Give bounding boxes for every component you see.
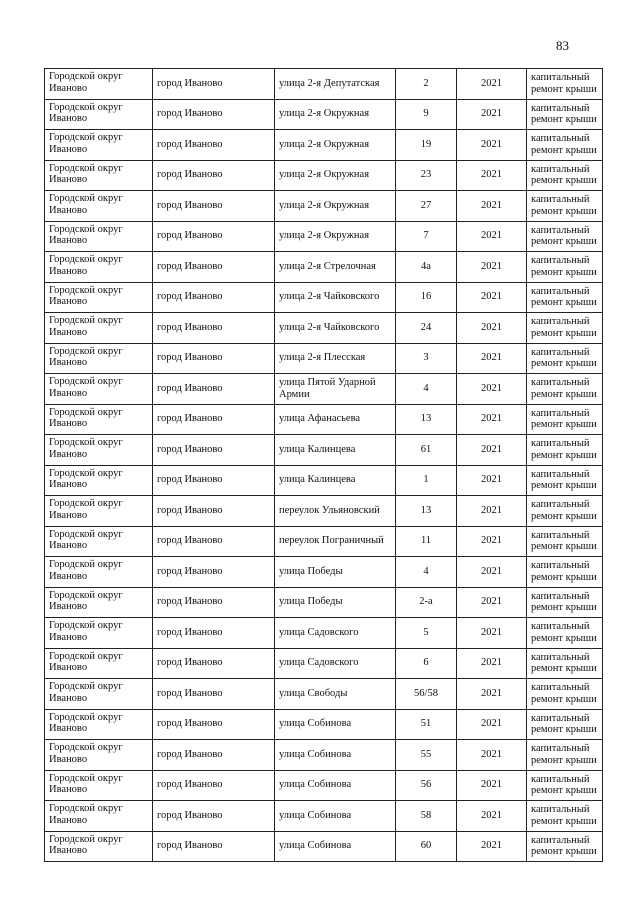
street-cell: улица 2-я Окружная — [275, 130, 396, 161]
year-cell: 2021 — [457, 435, 527, 466]
street-cell: улица Собинова — [275, 801, 396, 832]
year-cell: 2021 — [457, 587, 527, 618]
house-number-cell: 11 — [396, 526, 457, 557]
work-type-cell: капитальный ремонт крыши — [527, 526, 603, 557]
work-type-cell: капитальный ремонт крыши — [527, 160, 603, 191]
city-cell: город Иваново — [153, 587, 275, 618]
house-number-cell: 58 — [396, 801, 457, 832]
table-row — [45, 740, 603, 771]
district-cell: Городской округ Иваново — [45, 69, 153, 100]
city-cell: город Иваново — [153, 160, 275, 191]
table-row — [45, 282, 603, 313]
street-cell: улица Садовского — [275, 618, 396, 649]
table-row — [45, 526, 603, 557]
work-type-cell: капитальный ремонт крыши — [527, 69, 603, 100]
street-cell: улица Пятой Ударной Армии — [275, 374, 396, 405]
house-number-cell: 3 — [396, 343, 457, 374]
table-row — [45, 69, 603, 100]
year-cell: 2021 — [457, 252, 527, 283]
house-number-cell: 6 — [396, 648, 457, 679]
work-type-cell: капитальный ремонт крыши — [527, 801, 603, 832]
street-cell: улица Афанасьева — [275, 404, 396, 435]
street-cell: улица 2-я Депутатская — [275, 69, 396, 100]
house-number-cell: 27 — [396, 191, 457, 222]
year-cell: 2021 — [457, 282, 527, 313]
table-row — [45, 801, 603, 832]
district-cell: Городской округ Иваново — [45, 618, 153, 649]
work-type-cell: капитальный ремонт крыши — [527, 435, 603, 466]
street-cell: улица 2-я Чайковского — [275, 313, 396, 344]
city-cell: город Иваново — [153, 313, 275, 344]
year-cell: 2021 — [457, 374, 527, 405]
work-type-cell: капитальный ремонт крыши — [527, 618, 603, 649]
city-cell: город Иваново — [153, 465, 275, 496]
year-cell: 2021 — [457, 221, 527, 252]
work-type-cell: капитальный ремонт крыши — [527, 709, 603, 740]
work-type-cell: капитальный ремонт крыши — [527, 831, 603, 862]
house-number-cell: 16 — [396, 282, 457, 313]
street-cell: улица Собинова — [275, 770, 396, 801]
table-row — [45, 221, 603, 252]
house-number-cell: 2-а — [396, 587, 457, 618]
house-number-cell: 9 — [396, 99, 457, 130]
city-cell: город Иваново — [153, 343, 275, 374]
table-row — [45, 557, 603, 588]
year-cell: 2021 — [457, 709, 527, 740]
house-number-cell: 55 — [396, 740, 457, 771]
street-cell: улица Победы — [275, 587, 396, 618]
city-cell: город Иваново — [153, 252, 275, 283]
house-number-cell: 2 — [396, 69, 457, 100]
house-number-cell: 13 — [396, 496, 457, 527]
work-type-cell: капитальный ремонт крыши — [527, 191, 603, 222]
table-row — [45, 496, 603, 527]
city-cell: город Иваново — [153, 709, 275, 740]
district-cell: Городской округ Иваново — [45, 99, 153, 130]
city-cell: город Иваново — [153, 435, 275, 466]
street-cell: улица Собинова — [275, 709, 396, 740]
table-row — [45, 160, 603, 191]
table-row — [45, 130, 603, 161]
district-cell: Городской округ Иваново — [45, 496, 153, 527]
house-number-cell: 51 — [396, 709, 457, 740]
table-row — [45, 191, 603, 222]
district-cell: Городской округ Иваново — [45, 221, 153, 252]
year-cell: 2021 — [457, 496, 527, 527]
street-cell: улица Победы — [275, 557, 396, 588]
house-number-cell: 4а — [396, 252, 457, 283]
street-cell: улица 2-я Стрелочная — [275, 252, 396, 283]
city-cell: город Иваново — [153, 831, 275, 862]
year-cell: 2021 — [457, 740, 527, 771]
house-number-cell: 24 — [396, 313, 457, 344]
district-cell: Городской округ Иваново — [45, 404, 153, 435]
street-cell: улица 2-я Окружная — [275, 221, 396, 252]
street-cell: улица Собинова — [275, 740, 396, 771]
house-number-cell: 56/58 — [396, 679, 457, 710]
district-cell: Городской округ Иваново — [45, 587, 153, 618]
house-number-cell: 13 — [396, 404, 457, 435]
table-row — [45, 374, 603, 405]
table-row — [45, 709, 603, 740]
district-cell: Городской округ Иваново — [45, 374, 153, 405]
work-type-cell: капитальный ремонт крыши — [527, 313, 603, 344]
street-cell: улица Свободы — [275, 679, 396, 710]
table-row — [45, 99, 603, 130]
district-cell: Городской округ Иваново — [45, 191, 153, 222]
table-row — [45, 435, 603, 466]
district-cell: Городской округ Иваново — [45, 831, 153, 862]
house-number-cell: 23 — [396, 160, 457, 191]
year-cell: 2021 — [457, 69, 527, 100]
year-cell: 2021 — [457, 526, 527, 557]
house-number-cell: 5 — [396, 618, 457, 649]
district-cell: Городской округ Иваново — [45, 557, 153, 588]
work-type-cell: капитальный ремонт крыши — [527, 343, 603, 374]
street-cell: улица Собинова — [275, 831, 396, 862]
year-cell: 2021 — [457, 191, 527, 222]
year-cell: 2021 — [457, 99, 527, 130]
house-number-cell: 4 — [396, 374, 457, 405]
work-type-cell: капитальный ремонт крыши — [527, 679, 603, 710]
year-cell: 2021 — [457, 160, 527, 191]
table-row — [45, 831, 603, 862]
year-cell: 2021 — [457, 465, 527, 496]
work-type-cell: капитальный ремонт крыши — [527, 221, 603, 252]
work-type-cell: капитальный ремонт крыши — [527, 557, 603, 588]
district-cell: Городской округ Иваново — [45, 801, 153, 832]
street-cell: улица 2-я Окружная — [275, 99, 396, 130]
year-cell: 2021 — [457, 679, 527, 710]
year-cell: 2021 — [457, 404, 527, 435]
house-number-cell: 56 — [396, 770, 457, 801]
district-cell: Городской округ Иваново — [45, 160, 153, 191]
city-cell: город Иваново — [153, 191, 275, 222]
work-type-cell: капитальный ремонт крыши — [527, 130, 603, 161]
district-cell: Городской округ Иваново — [45, 252, 153, 283]
district-cell: Городской округ Иваново — [45, 343, 153, 374]
city-cell: город Иваново — [153, 770, 275, 801]
district-cell: Городской округ Иваново — [45, 740, 153, 771]
city-cell: город Иваново — [153, 740, 275, 771]
table-row — [45, 618, 603, 649]
city-cell: город Иваново — [153, 618, 275, 649]
street-cell: улица 2-я Чайковского — [275, 282, 396, 313]
district-cell: Городской округ Иваново — [45, 465, 153, 496]
city-cell: город Иваново — [153, 99, 275, 130]
year-cell: 2021 — [457, 618, 527, 649]
page-number: 83 — [556, 38, 569, 53]
street-cell: переулок Пограничный — [275, 526, 396, 557]
district-cell: Городской округ Иваново — [45, 679, 153, 710]
district-cell: Городской округ Иваново — [45, 770, 153, 801]
work-type-cell: капитальный ремонт крыши — [527, 465, 603, 496]
city-cell: город Иваново — [153, 404, 275, 435]
city-cell: город Иваново — [153, 130, 275, 161]
district-cell: Городской округ Иваново — [45, 526, 153, 557]
table-row — [45, 648, 603, 679]
year-cell: 2021 — [457, 343, 527, 374]
work-type-cell: капитальный ремонт крыши — [527, 770, 603, 801]
table-row — [45, 587, 603, 618]
district-cell: Городской округ Иваново — [45, 435, 153, 466]
table-body — [45, 69, 603, 862]
year-cell: 2021 — [457, 648, 527, 679]
work-type-cell: капитальный ремонт крыши — [527, 252, 603, 283]
work-type-cell: капитальный ремонт крыши — [527, 587, 603, 618]
city-cell: город Иваново — [153, 557, 275, 588]
year-cell: 2021 — [457, 313, 527, 344]
house-number-cell: 61 — [396, 435, 457, 466]
table-row — [45, 770, 603, 801]
work-type-cell: капитальный ремонт крыши — [527, 99, 603, 130]
city-cell: город Иваново — [153, 801, 275, 832]
street-cell: улица 2-я Плесская — [275, 343, 396, 374]
house-number-cell: 60 — [396, 831, 457, 862]
city-cell: город Иваново — [153, 69, 275, 100]
table-row — [45, 252, 603, 283]
house-number-cell: 4 — [396, 557, 457, 588]
city-cell: город Иваново — [153, 221, 275, 252]
city-cell: город Иваново — [153, 526, 275, 557]
table-row — [45, 679, 603, 710]
work-type-cell: капитальный ремонт крыши — [527, 404, 603, 435]
district-cell: Городской округ Иваново — [45, 648, 153, 679]
year-cell: 2021 — [457, 557, 527, 588]
year-cell: 2021 — [457, 831, 527, 862]
city-cell: город Иваново — [153, 679, 275, 710]
street-cell: улица Садовского — [275, 648, 396, 679]
city-cell: город Иваново — [153, 282, 275, 313]
house-number-cell: 19 — [396, 130, 457, 161]
work-type-cell: капитальный ремонт крыши — [527, 648, 603, 679]
table-row — [45, 465, 603, 496]
district-cell: Городской округ Иваново — [45, 709, 153, 740]
work-type-cell: капитальный ремонт крыши — [527, 496, 603, 527]
year-cell: 2021 — [457, 130, 527, 161]
street-cell: улица Калинцева — [275, 435, 396, 466]
housing-repair-table — [44, 68, 603, 862]
district-cell: Городской округ Иваново — [45, 282, 153, 313]
district-cell: Городской округ Иваново — [45, 313, 153, 344]
table-row — [45, 404, 603, 435]
work-type-cell: капитальный ремонт крыши — [527, 282, 603, 313]
house-number-cell: 1 — [396, 465, 457, 496]
house-number-cell: 7 — [396, 221, 457, 252]
year-cell: 2021 — [457, 801, 527, 832]
street-cell: улица 2-я Окружная — [275, 191, 396, 222]
street-cell: улица Калинцева — [275, 465, 396, 496]
work-type-cell: капитальный ремонт крыши — [527, 740, 603, 771]
city-cell: город Иваново — [153, 648, 275, 679]
street-cell: улица 2-я Окружная — [275, 160, 396, 191]
year-cell: 2021 — [457, 770, 527, 801]
work-type-cell: капитальный ремонт крыши — [527, 374, 603, 405]
district-cell: Городской округ Иваново — [45, 130, 153, 161]
street-cell: переулок Ульяновский — [275, 496, 396, 527]
table-row — [45, 313, 603, 344]
city-cell: город Иваново — [153, 496, 275, 527]
table-row — [45, 343, 603, 374]
city-cell: город Иваново — [153, 374, 275, 405]
